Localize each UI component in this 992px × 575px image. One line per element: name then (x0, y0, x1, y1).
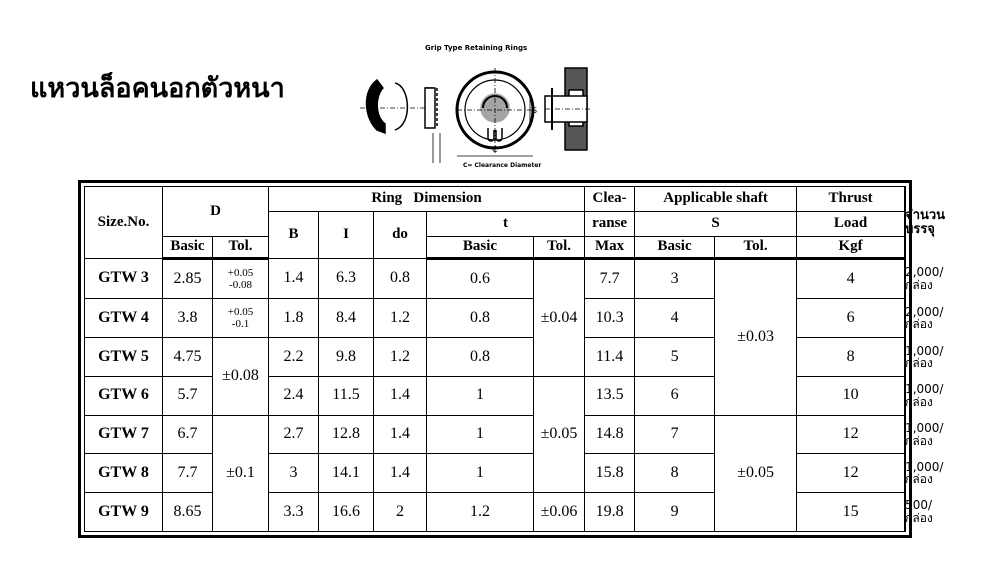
cell-s-basic: 7 (635, 415, 715, 454)
cell-clearance: 11.4 (585, 338, 635, 377)
cell-t-basic: 0.6 (427, 259, 534, 299)
cell-do: 1.4 (374, 376, 427, 415)
cell-packing: 1,000/กล่อง (905, 420, 944, 448)
cell-d-basic: 5.7 (163, 376, 213, 415)
cell-t-tol: ±0.06 (534, 493, 585, 532)
cell-load: 15 (797, 493, 905, 532)
cell-d-basic: 8.65 (163, 493, 213, 532)
cell-do: 2 (374, 493, 427, 532)
header-ring-dimension: Ring Dimension (269, 187, 585, 212)
header-ranse: ranse (585, 212, 635, 237)
cell-packing: 500/กล่อง (905, 498, 933, 526)
cell-load: 10 (797, 376, 905, 415)
header-d-tol: Tol. (213, 237, 269, 259)
cell-i: 6.3 (319, 259, 374, 299)
cell-b: 3.3 (269, 493, 319, 532)
cell-d-basic: 7.7 (163, 454, 213, 493)
cell-d-basic: 3.8 (163, 299, 213, 338)
header-size-no: Size.No. (85, 187, 163, 259)
cell-d-tol: ±0.08 (213, 338, 269, 415)
cell-size: GTW 7 (85, 415, 163, 454)
cell-size: GTW 6 (85, 376, 163, 415)
cell-d-tol-lower: -0.08 (229, 279, 252, 292)
cell-load: 8 (797, 338, 905, 377)
header-t: t (427, 212, 585, 237)
header-kgf: Kgf (797, 237, 905, 259)
cell-packing: 1,000/กล่อง (905, 459, 944, 487)
cell-do: 1.4 (374, 454, 427, 493)
cell-t-basic: 1 (427, 415, 534, 454)
header-clea: Clea- (585, 187, 635, 212)
header-load: Load (797, 212, 905, 237)
header-t-tol: Tol. (534, 237, 585, 259)
table-row (85, 415, 906, 454)
cell-i: 11.5 (319, 376, 374, 415)
cell-clearance: 14.8 (585, 415, 635, 454)
cell-b: 2.2 (269, 338, 319, 377)
cell-do: 1.2 (374, 338, 427, 377)
header-d-basic: Basic (163, 237, 213, 259)
cell-clearance: 10.3 (585, 299, 635, 338)
ring-assembly-view (545, 68, 591, 150)
spec-table-frame (78, 180, 946, 538)
table-row (85, 259, 906, 299)
cell-clearance: 7.7 (585, 259, 635, 299)
cell-size: GTW 3 (85, 259, 163, 299)
cell-i: 12.8 (319, 415, 374, 454)
cell-i: 9.8 (319, 338, 374, 377)
cell-do: 1.2 (374, 299, 427, 338)
header-max: Max (585, 237, 635, 259)
cell-packing: 2,000/กล่อง (905, 265, 944, 292)
cell-do: 0.8 (374, 259, 427, 299)
diagram-label-s: S (532, 106, 538, 115)
header-s-basic: Basic (635, 237, 715, 259)
cell-size: GTW 4 (85, 299, 163, 338)
cell-b: 2.7 (269, 415, 319, 454)
diagram-caption: Grip Type Retaining Rings (425, 44, 528, 52)
header-do: do (374, 212, 427, 259)
cell-i: 8.4 (319, 299, 374, 338)
cell-d-tol-upper: +0.05 (227, 305, 254, 318)
cell-b: 1.4 (269, 259, 319, 299)
cell-packing: 1,000/กล่อง (905, 382, 944, 409)
cell-load: 12 (797, 415, 905, 454)
ring-front-view (457, 68, 533, 156)
cell-load: 6 (797, 299, 905, 338)
diagram-label-c: C (492, 145, 498, 154)
cell-t-basic: 1 (427, 454, 534, 493)
cell-load: 12 (797, 454, 905, 493)
page-title: แหวนล็อคนอกตัวหนา (30, 73, 285, 104)
cell-do: 1.4 (374, 415, 427, 454)
cell-d-tol-lower: -0.1 (231, 318, 250, 331)
cell-s-basic: 8 (635, 454, 715, 493)
cell-t-basic: 1 (427, 376, 534, 415)
cell-t-tol: ±0.04 (534, 259, 585, 377)
cell-b: 3 (269, 454, 319, 493)
cell-s-basic: 6 (635, 376, 715, 415)
cell-i: 16.6 (319, 493, 374, 532)
cell-s-basic: 5 (635, 338, 715, 377)
cell-s-basic: 3 (635, 259, 715, 299)
cell-s-basic: 4 (635, 299, 715, 338)
cell-d-tol-upper: +0.05 (227, 266, 254, 279)
cell-i: 14.1 (319, 454, 374, 493)
header-s: S (635, 212, 797, 237)
cell-d-basic: 2.85 (163, 259, 213, 299)
cell-d-tol (213, 259, 269, 299)
diagram-clearance-label: C= Clearance Diameter (463, 162, 542, 169)
spec-table (84, 186, 946, 532)
cell-d-tol (213, 299, 269, 338)
header-i: I (319, 212, 374, 259)
cell-load: 4 (797, 259, 905, 299)
cell-clearance: 19.8 (585, 493, 635, 532)
header-packing: จำนวนบรรจุ (905, 207, 946, 237)
cell-clearance: 13.5 (585, 376, 635, 415)
cell-size: GTW 9 (85, 493, 163, 532)
cell-t-tol: ±0.05 (534, 376, 585, 492)
cell-clearance: 15.8 (585, 454, 635, 493)
header-b: B (269, 212, 319, 259)
cell-s-basic: 9 (635, 493, 715, 532)
retaining-ring-diagram (355, 38, 595, 173)
cell-s-tol: ±0.05 (715, 415, 797, 531)
cell-t-basic: 0.8 (427, 299, 534, 338)
cell-d-basic: 4.75 (163, 338, 213, 377)
cell-d-tol: ±0.1 (213, 415, 269, 531)
header-t-basic: Basic (427, 237, 534, 259)
cell-s-tol: ±0.03 (715, 259, 797, 416)
cell-t-basic: 1.2 (427, 493, 534, 532)
cell-size: GTW 8 (85, 454, 163, 493)
cell-packing: 1,000/กล่อง (905, 343, 944, 371)
header-thrust: Thrust (797, 187, 905, 212)
cell-t-basic: 0.8 (427, 338, 534, 377)
cell-size: GTW 5 (85, 338, 163, 377)
cell-packing: 2,000/กล่อง (905, 304, 944, 332)
cell-b: 2.4 (269, 376, 319, 415)
ring-side-view (360, 80, 440, 163)
cell-d-basic: 6.7 (163, 415, 213, 454)
header-d: D (163, 187, 269, 237)
cell-b: 1.8 (269, 299, 319, 338)
header-s-tol: Tol. (715, 237, 797, 259)
header-applicable-shaft: Applicable shaft (635, 187, 797, 212)
